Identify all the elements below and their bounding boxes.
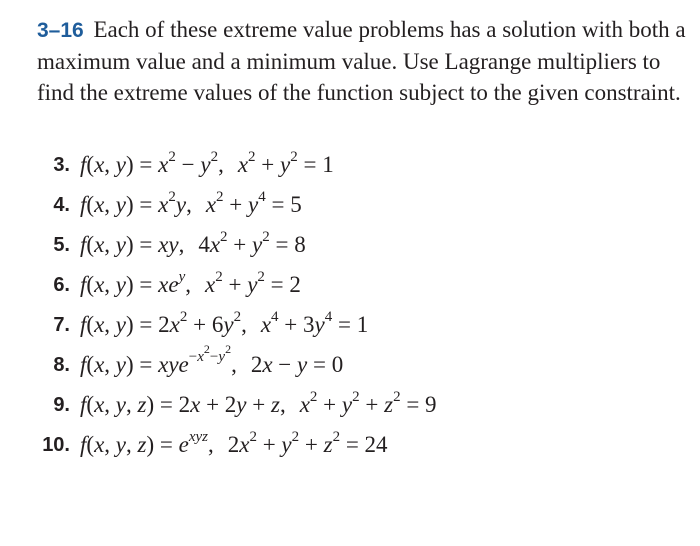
problem-number: 7.: [53, 314, 70, 336]
problem-number: 9.: [53, 394, 70, 416]
problem-equation: f(x, y) = xy, $4x^2 + y^2 = 8$: [80, 229, 306, 257]
problem-10: [0, 428, 700, 468]
exercise-instructions: [37, 14, 687, 108]
problem-6: [0, 268, 700, 308]
problem-4: [0, 188, 700, 228]
problem-equation: f(x, y, z) = 2x + 2y + z, $x^2 + y^2 + z^2 = 9$: [80, 389, 437, 417]
problem-5: [0, 228, 700, 268]
problem-equation: f(x, $y) = xe^y$, $x^2 + y^2 = 2$: [80, 269, 301, 297]
problem-number: 4.: [53, 194, 70, 216]
exercise-range: 3–16: [37, 19, 84, 42]
problem-number: 3.: [53, 154, 70, 176]
problem-equation: f(x, $y) = x^2 - y^2$, $x^2 + y^2 = 1$: [80, 149, 334, 177]
problem-9: [0, 388, 700, 428]
problem-equation: f(x, y) = xye$^{-x^2-y^2}$, 2x − y = 0: [80, 342, 344, 377]
instructions-text: Each of these extreme value problems has a solution with both a maximum value and a minimum value. Use Lagrange multipliers to find the extreme values of the function subject to the given constraint.: [37, 17, 686, 105]
problem-number: 5.: [53, 234, 70, 256]
problem-number: 8.: [53, 354, 70, 376]
problem-7: [0, 308, 700, 348]
problem-8: [0, 342, 700, 388]
problem-equation: f(x, $y) = 2x^2 + 6y^2$, $x^4 + 3y^4 = 1$: [80, 309, 369, 337]
problem-number: 10.: [42, 434, 70, 456]
problem-equation: f(x, y, $z) = e^{xyz}$, $2x^2 + y^2 + z^2 = 24$: [80, 429, 388, 457]
problem-equation: f(x, $y) = x^2y$, $x^2 + y^4 = 5$: [80, 189, 302, 217]
problem-3: [0, 148, 700, 188]
problem-number: 6.: [53, 274, 70, 296]
